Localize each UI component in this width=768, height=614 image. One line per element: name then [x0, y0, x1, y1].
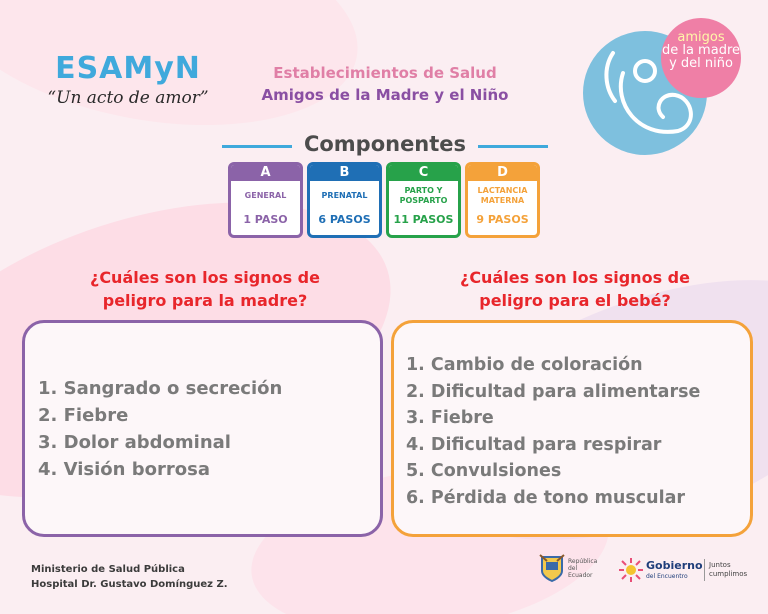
list-item: 1. Cambio de coloración [406, 355, 643, 375]
component-steps: 11 PASOS [393, 213, 454, 226]
headline [230, 62, 540, 106]
component-letter: A [231, 165, 300, 181]
list-item: 4. Visión borrosa [38, 459, 210, 480]
component-name: PRENATAL [321, 191, 368, 200]
cumplimos-label: cumplimos [709, 570, 748, 578]
list-item: 3. Fiebre [406, 408, 494, 429]
baby-question-line1: ¿Cuáles son los signos de [460, 268, 690, 287]
headline-line2: Amigos de la Madre y el Niño [261, 86, 509, 104]
juntos-cumplimos [709, 561, 747, 579]
headline-line1: Establecimientos de Salud [273, 64, 497, 82]
footer-line2: Hospital Dr. Gustavo Domínguez Z. [31, 579, 228, 590]
components-title-text: Componentes [303, 132, 467, 156]
baby-signs-box [391, 320, 753, 537]
list-item: 1. Sangrado o secreción [38, 378, 283, 399]
logo-text-line2: de la madre [661, 43, 741, 58]
mother-signs-box [22, 320, 383, 537]
components-title [222, 132, 548, 160]
component-card-d [465, 162, 540, 238]
gobierno-label: Gobierno [646, 559, 703, 572]
list-item: 4. Dificultad para respirar [406, 434, 662, 455]
list-item: 2. Dificultad para alimentarse [406, 381, 701, 402]
component-card-c [386, 162, 461, 238]
component-card-b [307, 162, 382, 238]
esamyn-logo [583, 13, 743, 173]
component-steps: 1 PASO [243, 213, 288, 226]
footer-institution [31, 562, 228, 592]
logo-divider [704, 559, 705, 581]
mother-question [40, 266, 370, 312]
coat-of-arms-icon [538, 553, 566, 583]
republic-label: República del Ecuador [568, 558, 598, 579]
mother-question-line2: peligro para la madre? [102, 291, 308, 310]
sun-icon [618, 557, 644, 583]
logo-text-line1: amigos [677, 30, 725, 45]
component-steps: 9 PASOS [476, 213, 529, 226]
baby-question-line2: peligro para el bebé? [479, 291, 671, 310]
brand [28, 52, 228, 108]
juntos-label: Juntos [709, 561, 731, 569]
mother-signs-list [38, 375, 282, 483]
component-name: GENERAL [244, 191, 287, 200]
baby-signs-list [406, 352, 700, 512]
mother-question-line1: ¿Cuáles son los signos de [90, 268, 320, 287]
brand-name: ESAMyN [55, 51, 201, 86]
brand-slogan: “Un acto de amor” [47, 88, 209, 108]
component-name: PARTO Y POSPARTO [399, 186, 448, 205]
component-letter: B [310, 165, 379, 181]
list-item: 2. Fiebre [38, 405, 129, 426]
footer-line1: Ministerio de Salud Pública [31, 564, 185, 575]
logo-text-line3: y del niño [669, 56, 733, 71]
component-card-a [228, 162, 303, 238]
list-item: 3. Dolor abdominal [38, 432, 231, 453]
baby-question [410, 266, 740, 312]
component-letter: C [389, 165, 458, 181]
del-encuentro-label: del Encuentro [646, 573, 688, 580]
list-item: 6. Pérdida de tono muscular [406, 487, 686, 508]
ecuador-emblem [538, 553, 602, 587]
component-letter: D [468, 165, 537, 181]
component-name: LACTANCIA MATERNA [477, 186, 528, 205]
component-steps: 6 PASOS [318, 213, 371, 226]
list-item: 5. Convulsiones [406, 461, 562, 482]
components-cards [228, 162, 540, 238]
